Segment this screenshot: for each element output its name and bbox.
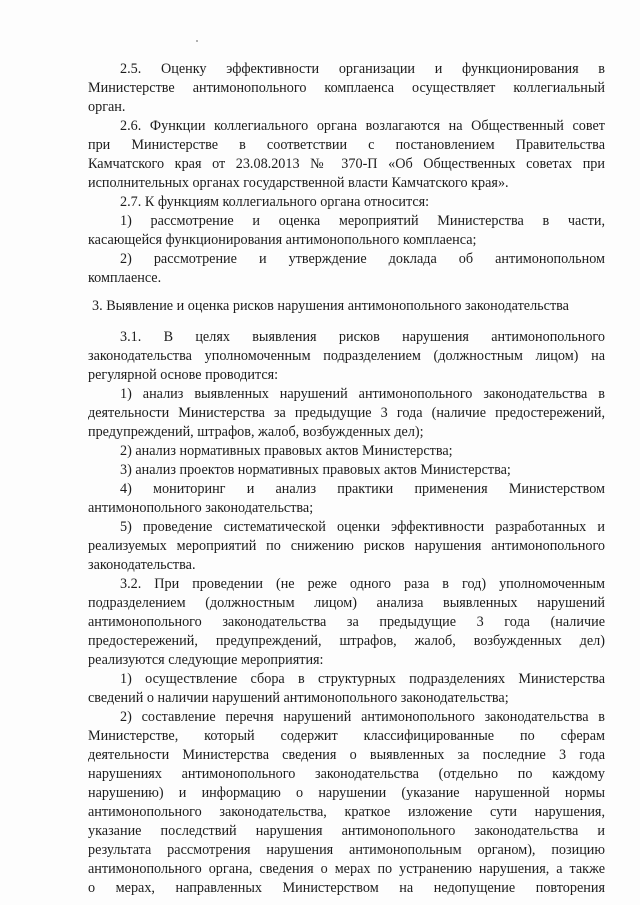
text-line: 3.1. В целях выявления рисков нарушения антимонопольного: [120, 329, 605, 345]
text-line: 2.6. Функции коллегиального органа возлагаются на Общественный совет: [120, 118, 605, 134]
text-line: антимонопольного законодательства, краткое изложение сути нарушения,: [88, 804, 605, 820]
text-line: 2) составление перечня нарушений антимонопольного законодательства в: [120, 709, 605, 725]
text-line: сведений о наличии нарушений антимонопольного законодательства;: [88, 690, 509, 706]
text-line: касающейся функционирования антимонопольного комплаенса;: [88, 232, 477, 248]
text-line: законодательства.: [88, 557, 196, 573]
text-line: 2) рассмотрение и утверждение доклада об антимонопольном: [120, 251, 605, 267]
text-line: реализуемых мероприятий по снижению рисков нарушения антимонопольного: [88, 538, 605, 554]
text-line: 2.5. Оценку эффективности организации и функционирования в: [120, 61, 605, 77]
text-line: 3) анализ проектов нормативных правовых актов Министерства;: [120, 462, 511, 478]
text-line: результата рассмотрения нарушения антимонопольным органом), позицию: [88, 842, 605, 858]
text-line: антимонопольного законодательства;: [88, 500, 314, 516]
text-line: 1) рассмотрение и оценка мероприятий Министерства в части,: [120, 213, 605, 229]
text-line: 1) осуществление сбора в структурных подразделениях Министерства: [120, 671, 605, 687]
text-line: подразделением (должностным лицом) анализа выявленных нарушений: [88, 595, 605, 611]
text-line: регулярной основе проводится:: [88, 367, 279, 383]
text-line: 5) проведение систематической оценки эффективности разработанных и: [120, 519, 605, 535]
scan-dot: [196, 40, 198, 42]
text-line: 2) анализ нормативных правовых актов Министерства;: [120, 443, 453, 459]
text-line: деятельности Министерства сведения о выявленных за последние 3 года: [88, 747, 605, 763]
text-line: при Министерстве в соответствии с постановлением Правительства: [88, 137, 605, 153]
text-line: орган.: [88, 99, 126, 115]
text-line: Камчатского края от 23.08.2013 № 370-П «Об Общественных советах при: [88, 156, 605, 172]
text-line: законодательства уполномоченным подразделением (должностным лицом) на: [88, 348, 605, 364]
text-line: Министерстве, который содержит классифицированные по сферам: [88, 728, 605, 744]
text-line: предостережений, предупреждений, штрафов, жалоб, возбужденных дел): [88, 633, 605, 649]
text-line: исполнительных органах государственной власти Камчатского края».: [88, 175, 509, 191]
text-line: 3.2. При проведении (не реже одного раза в год) уполномоченным: [120, 576, 605, 592]
text-line: указание последствий нарушения антимонопольного законодательства и: [88, 823, 605, 839]
text-line: комплаенсе.: [88, 270, 162, 286]
text-line: Министерстве антимонопольного комплаенса осуществляет коллегиальный: [88, 80, 605, 96]
text-line: антимонопольного законодательства за предыдущие 3 года (наличие: [88, 614, 605, 630]
text-line: о мерах, направленных Министерством на недопущение повторения: [88, 880, 605, 896]
text-line: нарушениях антимонопольного законодательства (отдельно по каждому: [88, 766, 605, 782]
text-line: предупреждений, штрафов, жалоб, возбужденных дел);: [88, 424, 424, 440]
text-line: 4) мониторинг и анализ практики применения Министерством: [120, 481, 605, 497]
text-line: антимонопольного органа, сведения о мерах по устранению нарушения, а также: [88, 861, 605, 877]
text-line: 2.7. К функциям коллегиального органа относится:: [120, 194, 430, 210]
text-line: нарушению) и информацию о нарушении (указание нарушенной нормы: [88, 785, 605, 801]
section-heading: 3. Выявление и оценка рисков нарушения антимонопольного законодательства: [92, 298, 569, 314]
text-line: реализуются следующие мероприятия:: [88, 652, 324, 668]
text-line: 1) анализ выявленных нарушений антимонопольного законодательства в: [120, 386, 605, 402]
text-line: деятельности Министерства за предыдущие 3 года (наличие предостережений,: [88, 405, 605, 421]
